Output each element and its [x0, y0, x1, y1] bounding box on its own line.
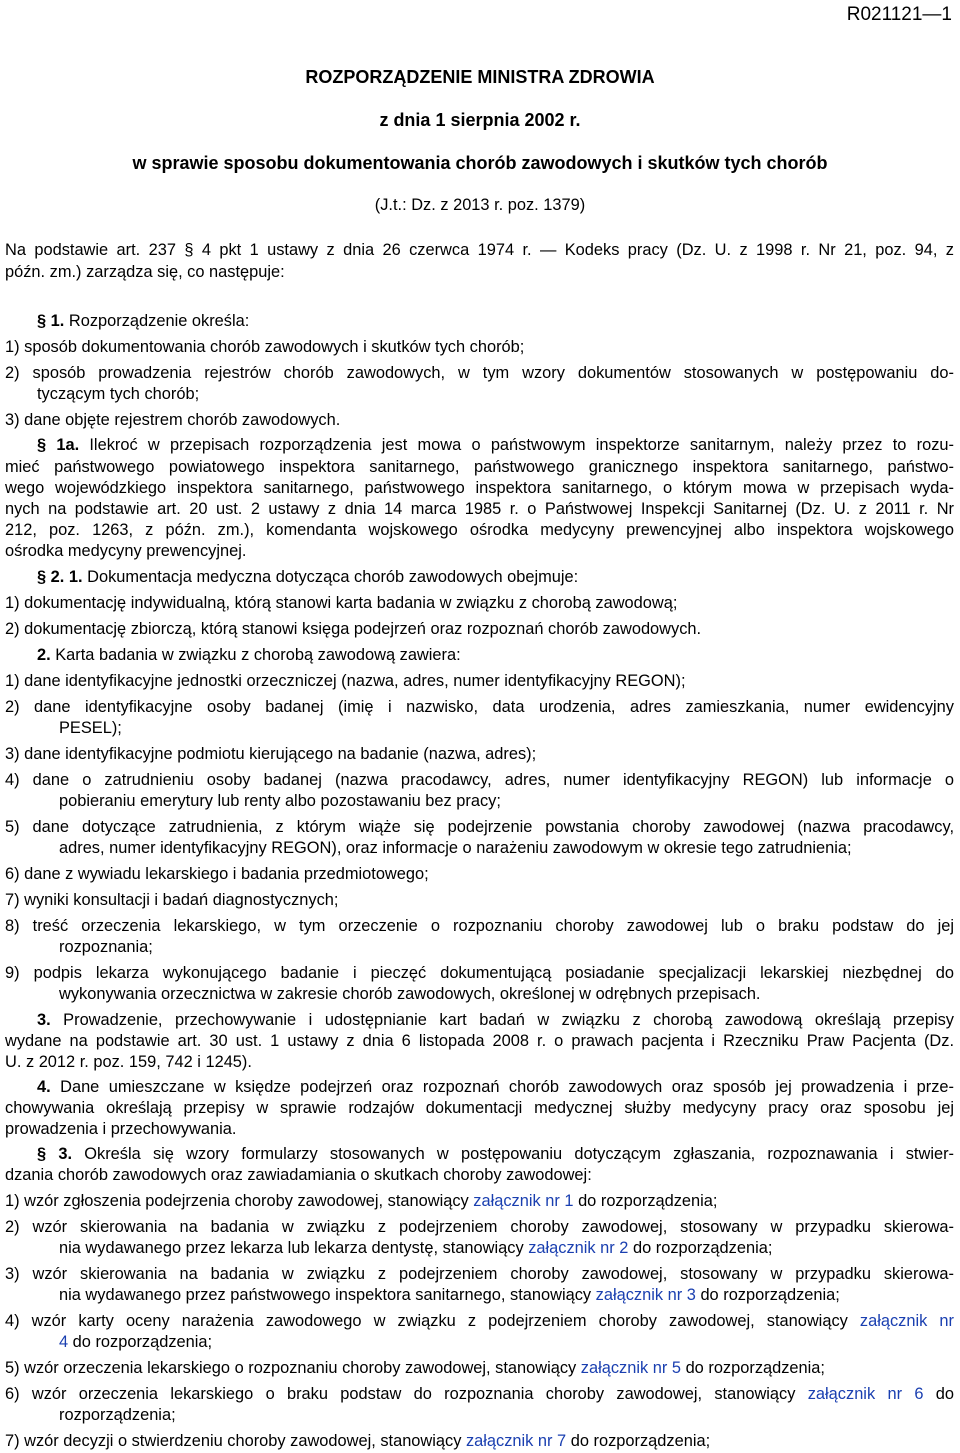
list-item: 6) dane z wywiadu lekarskiego i badania przedmiotowego;: [5, 865, 429, 883]
document-subject: w sprawie sposobu dokumentowania chorób zawodowych i skutków tych chorób: [132, 153, 828, 173]
list-item: 2) dane identyfikacyjne osoby badanej (imię i nazwisko, data urodzenia, adres zamieszkania, numer ewidencyjny: [5, 698, 954, 716]
list-item-text: 1) wzór zgłoszenia podejrzenia choroby zawodowej, stanowiący: [5, 1192, 474, 1210]
section-2-4-text: [37, 1077, 954, 1098]
section-1a-line: ośrodka medycyny prewencyjnej.: [5, 542, 247, 560]
section-text: Prowadzenie, przechowywanie i udostępnianie kart badań w związku z chorobą zawodową określają przepisy: [50, 1011, 954, 1029]
section-1a-line: mieć państwowego powiatowego inspektora sanitarnego, państwowego granicznego inspektora sanitarnego, państwo-: [5, 458, 954, 476]
list-item: 2) wzór skierowania na badania w związku z podejrzeniem choroby zawodowej, stosowany w przypadku skierowa-: [5, 1218, 954, 1236]
document-title: ROZPORZĄDZENIE MINISTRA ZDROWIA: [305, 67, 655, 87]
list-item-text: do: [923, 1385, 954, 1403]
section-text: Rozporządzenie określa:: [64, 312, 250, 330]
list-item: 3) dane objęte rejestrem chorób zawodowych.: [5, 411, 341, 429]
annex-1-link[interactable]: załącznik nr 1: [473, 1192, 574, 1210]
list-item-text: nia wydawanego przez lekarza lub lekarza dentystę, stanowiący: [59, 1239, 529, 1257]
list-item-continuation: rozpoznania;: [59, 938, 153, 956]
list-item-continuation: pobieraniu emerytury lub renty albo pozostawaniu bez pracy;: [59, 792, 501, 810]
section-1a-line: 212, poz. 1263, z późn. zm.), komendanta wojskowego ośrodka medycyny prewencyjnej albo inspektora wojskowego: [5, 521, 954, 539]
document-code: R021121—1: [846, 4, 952, 25]
list-item-continuation: PESEL);: [59, 719, 122, 737]
section-2-4-line: prowadzenia i przechowywania.: [5, 1120, 237, 1138]
annex-7-link[interactable]: załącznik nr 7: [465, 1432, 567, 1450]
list-item: 9) podpis lekarza wykonującego badanie i pieczęć dokumentującą posiadanie specjalizacji lekarskiej niezbędnej do: [5, 964, 954, 982]
preamble-line: późn. zm.) zarządza się, co następuje:: [5, 263, 285, 281]
section-text: Karta badania w związku z chorobą zawodową zawiera:: [50, 646, 461, 664]
list-item-text: 6) wzór orzeczenia lekarskiego o braku podstaw do rozpoznania choroby zawodowej, stanowiący: [5, 1385, 808, 1403]
publication-reference: (J.t.: Dz. z 2013 r. poz. 1379): [374, 196, 586, 214]
list-item-text: 7) wzór decyzji o stwierdzeniu choroby zawodowej, stanowiący: [5, 1432, 466, 1450]
document-date: z dnia 1 sierpnia 2002 r.: [379, 110, 581, 130]
list-item-continuation: wykonywania orzecznictwa w zakresie chorób zawodowych, określonej w odrębnych przepisach.: [59, 985, 761, 1003]
annex-2-link[interactable]: załącznik nr 2: [528, 1239, 629, 1257]
list-item: 7) wyniki konsultacji i badań diagnostycznych;: [5, 891, 339, 909]
list-item: 1) dokumentację indywidualną, którą stanowi karta badania w związku z chorobą zawodową;: [5, 594, 678, 612]
annex-5-link[interactable]: załącznik nr 5: [580, 1359, 682, 1377]
list-item-continuation: [59, 1332, 954, 1353]
annex-6-link[interactable]: załącznik nr 6: [807, 1385, 924, 1403]
list-item-text: do rozporządzenia;: [566, 1432, 711, 1450]
list-item-text: 4) wzór karty oceny narażenia zawodowego w związku z podejrzeniem choroby zawodowej, stanowiący: [5, 1312, 860, 1330]
list-item-continuation: tyczącym tych chorób;: [37, 385, 200, 403]
section-marker: 3.: [37, 1011, 51, 1029]
list-item: 2) sposób prowadzenia rejestrów chorób zawodowych, w tym wzory dokumentów stosowanych w postępowaniu do-: [5, 364, 954, 382]
list-item-text: nia wydawanego przez państwowego inspektora sanitarnego, stanowiący: [59, 1286, 596, 1304]
section-2-intro: [37, 567, 954, 588]
section-1-intro: [37, 311, 954, 332]
section-text: Określa się wzory formularzy stosowanych w postępowaniu dotyczącym zgłaszania, rozpoznawania i stwier-: [72, 1145, 954, 1163]
section-2-3-text: [37, 1010, 954, 1031]
list-item: [5, 1311, 954, 1332]
list-item: [5, 1384, 954, 1405]
list-item-continuation: adres, numer identyfikacyjny REGON), oraz informacje o narażeniu zawodowym w okresie tego zatrudnienia;: [59, 839, 852, 857]
list-item-text: do rozporządzenia;: [681, 1359, 825, 1377]
section-marker: § 1a.: [37, 436, 80, 454]
list-item: [5, 1431, 954, 1452]
section-marker: 2.: [37, 646, 51, 664]
section-marker: 4.: [37, 1078, 51, 1096]
section-2-3-line: U. z 2012 r. poz. 159, 742 i 1245).: [5, 1053, 252, 1071]
section-2-4-line: chowywania określają przepisy w sprawie rodzajów dokumentacji medycznej służby medycyny pracy oraz sposobu jej: [5, 1099, 954, 1117]
section-1a-text: [37, 435, 954, 456]
list-item: [5, 1358, 954, 1379]
section-3-line: dzania chorób zawodowych oraz zawiadamiania o skutkach choroby zawodowej:: [5, 1166, 592, 1184]
section-text: Ilekroć w przepisach rozporządzenia jest mowa o państwowym inspektorze sanitarnym, należy przez to rozu-: [79, 436, 954, 454]
list-item: [5, 1191, 954, 1212]
section-2-2-intro: [37, 645, 954, 666]
list-item-text: do rozporządzenia;: [573, 1192, 718, 1210]
section-1a-line: nych na podstawie art. 20 ust. 2 ustawy z dnia 14 marca 1985 r. o Państwowej Inspekcji Sanitarnej (Dz. U. z 2011 r. Nr: [5, 500, 954, 518]
annex-4-link-number[interactable]: 4: [59, 1333, 69, 1351]
list-item: 1) dane identyfikacyjne jednostki orzeczniczej (nazwa, adres, numer identyfikacyjny REGON);: [5, 672, 686, 690]
list-item-text: 5) wzór orzeczenia lekarskiego o rozpoznaniu choroby zawodowej, stanowiący: [5, 1359, 581, 1377]
list-item: 3) dane identyfikacyjne podmiotu kierującego na badanie (nazwa, adres);: [5, 745, 537, 763]
list-item-continuation: [59, 1285, 954, 1306]
preamble-line: Na podstawie art. 237 § 4 pkt 1 ustawy z dnia 26 czerwca 1974 r. — Kodeks pracy (Dz. U. z 1998 r. Nr 21, poz. 94, z: [5, 241, 954, 259]
section-2-3-line: wydane na podstawie art. 30 ust. 1 ustawy z dnia 6 listopada 2008 r. o prawach pacjenta i Rzeczniku Praw Pacjenta (Dz.: [5, 1032, 954, 1050]
section-text: Dokumentacja medyczna dotycząca chorób zawodowych obejmuje:: [82, 568, 579, 586]
list-item-continuation: [59, 1238, 954, 1259]
section-marker: § 2. 1.: [37, 568, 83, 586]
list-item: 4) dane o zatrudnieniu osoby badanej (nazwa pracodawcy, adres, numer identyfikacyjny REGON) lub informacje o: [5, 771, 954, 789]
list-item: 3) wzór skierowania na badania w związku z podejrzeniem choroby zawodowej, stosowany w przypadku skierowa-: [5, 1265, 954, 1283]
list-item-text: do rozporządzenia;: [695, 1286, 840, 1304]
section-3-text: [37, 1144, 954, 1165]
annex-3-link[interactable]: załącznik nr 3: [595, 1286, 696, 1304]
section-text: Dane umieszczane w księdze podejrzeń oraz rozpoznań chorób zawodowych oraz sposób jej prowadzenia i prze-: [50, 1078, 954, 1096]
section-marker: § 1.: [37, 312, 65, 330]
list-item-text: do rozporządzenia;: [68, 1333, 213, 1351]
list-item-continuation: rozporządzenia;: [59, 1406, 176, 1424]
list-item-text: do rozporządzenia;: [628, 1239, 773, 1257]
list-item: 8) treść orzeczenia lekarskiego, w tym orzeczenie o rozpoznaniu choroby zawodowej lub o braku podstaw do jej: [5, 917, 954, 935]
section-1a-line: wego wojewódzkiego inspektora sanitarnego, państwowego inspektora sanitarnego, o którym mowa w przepisach wyda-: [5, 479, 954, 497]
list-item: 2) dokumentację zbiorczą, którą stanowi księga podejrzeń oraz rozpoznań chorób zawodowych.: [5, 620, 702, 638]
list-item: 1) sposób dokumentowania chorób zawodowych i skutków tych chorób;: [5, 338, 525, 356]
annex-4-link[interactable]: załącznik nr: [859, 1312, 954, 1330]
list-item: 5) dane dotyczące zatrudnienia, z którym wiąże się podejrzenie powstania choroby zawodowej (nazwa pracodawcy,: [5, 818, 954, 836]
section-marker: § 3.: [37, 1145, 73, 1163]
